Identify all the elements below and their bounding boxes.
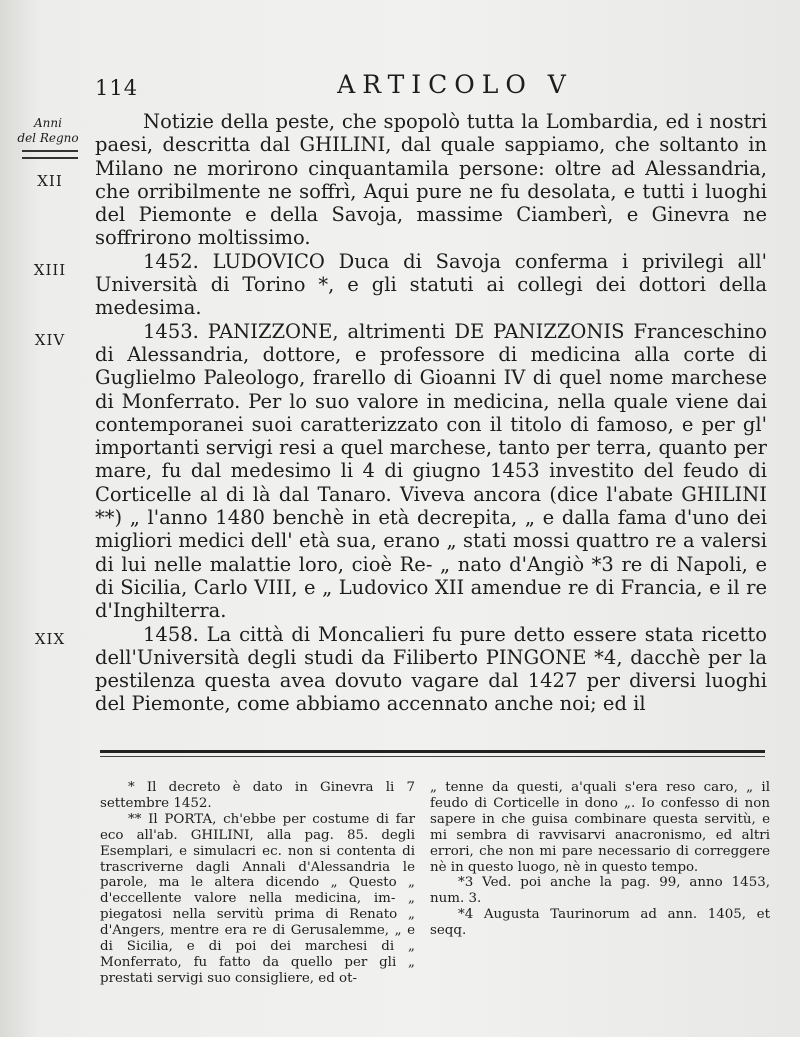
article-title: ARTICOLO V <box>337 70 573 99</box>
main-text <box>95 110 767 716</box>
footnote-4: *4 Augusta Taurinorum ad ann. 1405, et seqq. <box>430 907 770 939</box>
footnote-porta-continued: „ tenne da questi, a'quali s'era reso caro, „ il feudo di Corticelle in dono „. Io confesso di non sapere in che guisa combinare questa servitù, e mi sembra di ravvisarvi anacronismo, ed altri errori, che non mi pare necessario di correggere nè in questo luogo, nè in questo tempo. <box>430 780 770 875</box>
footnote-porta: ** Il PORTA, ch'ebbe per costume di far eco all'ab. GHILINI, alla pag. 85. degli Esemplari, e simulacri ec. non si contenta di trascriverne dagli Annali d'Alessandria le parole, ma le altera dicendo „ Questo „ d'eccellente valore nella medicina, im- „ piegatosi nella servitù prima di Renato „ d'Angers, mentre era re di Gerusalemme, „ e di Sicilia, e di poi dei marchesi di „ Monferrato, fu fatto da quello per gli „ prestati servigi suo consigliere, ed ot- <box>100 811 415 986</box>
paragraph-1452: 1452. LUDOVICO Duca di Savoja conferma i privilegi all' Università di Torino *, e gli statuti ai collegi dei dottori della medesima. <box>95 249 767 320</box>
footnote-separator-thin <box>100 756 765 757</box>
margin-year: XIII <box>33 261 67 279</box>
margin-year: XIV <box>34 331 66 349</box>
page-number: 114 <box>95 76 139 100</box>
paragraph-1453: 1453. PANIZZONE, altrimenti DE PANIZZONIS Franceschino di Alessandria, dottore, e professore di medicina alla corte di Guglielmo Paleologo, frarello di Gioanni IV di quel nome marchese di Monferrato. Per lo suo valore in medicina, nella quale viene dai contemporanei suoi caratterizzato con il titolo di famoso, e per gl' importanti servigi resi a quel marchese, tanto per terra, quanto per mare, fu dal medesimo li 4 di giugno 1453 investito del feudo di Corticelle al di là dal Tanaro. Viveva ancora (dice l'abate GHILINI **) „ l'anno 1480 benchè in età decrepita, „ e dalla fama d'uno dei migliori medici dell' età sua, erano „ stati mossi quattro re a valersi di lui nelle malattie loro, cioè Re- „ nato d'Angiò *3 re di Napoli, e di Sicilia, Carlo VIII, e „ Ludovico XII amendue re di Francia, e il re d'Inghilterra. <box>95 319 767 623</box>
footnotes-left-column <box>100 780 415 987</box>
page-header <box>90 70 780 100</box>
margin-heading-regno: del Regno <box>17 131 79 145</box>
paragraph-1458: 1458. La città di Moncalieri fu pure detto essere stata ricetto dell'Università degli studi da Filiberto PINGONE *4, dacchè per la pestilenza questa avea dovuto vagare dal 1427 per diversi luoghi del Piemonte, come abbiamo accennato anche noi; ed il <box>95 622 767 716</box>
paragraph-peste: Notizie della peste, che spopolò tutta la Lombardia, ed i nostri paesi, descritta dal GHILINI, dal quale sappiamo, che soltanto in Milano ne morirono cinquantamila persone: oltre ad Alessandria, che orribilmente ne soffrì, Aqui pure ne fu desolata, e tutti i luoghi del Piemonte e della Savoja, massime Ciamberì, e Ginevra ne soffrirono moltissimo. <box>95 110 767 250</box>
margin-rule <box>22 150 78 159</box>
margin-year: XII <box>37 172 63 190</box>
footnotes-right-column <box>430 780 770 939</box>
footnote-3: *3 Ved. poi anche la pag. 99, anno 1453, num. 3. <box>430 875 770 907</box>
margin-heading <box>6 116 90 146</box>
footnote-separator <box>100 750 765 753</box>
footnote-decreto: * Il decreto è dato in Ginevra li 7 settembre 1452. <box>100 780 415 811</box>
margin-heading-anni: Anni <box>34 116 62 130</box>
margin-year: XIX <box>34 630 66 648</box>
